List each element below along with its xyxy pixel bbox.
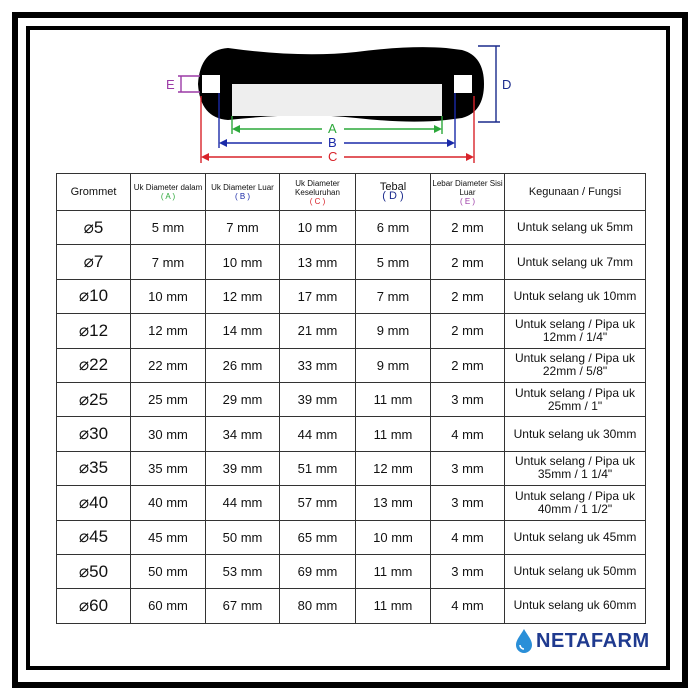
water-drop-icon [514,628,534,654]
grommet-inner-hole [232,84,442,116]
cell-c: 65 mm [280,520,356,554]
cell-a: 5 mm [131,211,206,245]
table-row [57,348,646,382]
cell-b: 12 mm [206,279,280,313]
cell-grommet-size: ⌀35 [57,451,131,485]
cell-grommet-size: ⌀5 [57,211,131,245]
cell-d: 6 mm [356,211,431,245]
cell-grommet-size: ⌀50 [57,554,131,588]
cell-b: 29 mm [206,382,280,416]
cell-a: 10 mm [131,279,206,313]
cell-b: 34 mm [206,417,280,451]
cell-c: 44 mm [280,417,356,451]
cell-usage: Untuk selang / Pipa uk 40mm / 1 1/2" [505,486,646,520]
cell-e: 4 mm [431,520,505,554]
cell-usage: Untuk selang uk 50mm [505,554,646,588]
cell-c: 10 mm [280,211,356,245]
cell-d: 12 mm [356,451,431,485]
cell-usage: Untuk selang / Pipa uk 35mm / 1 1/4" [505,451,646,485]
table-row [57,245,646,279]
header-grommet: Grommet [57,174,131,211]
cell-usage: Untuk selang uk 30mm [505,417,646,451]
header-inner-diameter: Uk Diameter dalam ( A ) [131,174,206,211]
dim-b-label: B [328,135,337,150]
dim-b-arrow-left [219,139,227,147]
cell-grommet-size: ⌀40 [57,486,131,520]
cell-a: 7 mm [131,245,206,279]
cell-c: 69 mm [280,554,356,588]
cell-c: 17 mm [280,279,356,313]
table-row [57,279,646,313]
cell-a: 45 mm [131,520,206,554]
table-row [57,589,646,623]
dim-e-label: E [166,77,175,92]
cell-a: 50 mm [131,554,206,588]
cell-grommet-size: ⌀12 [57,314,131,348]
cell-b: 10 mm [206,245,280,279]
cell-grommet-size: ⌀7 [57,245,131,279]
cell-grommet-size: ⌀60 [57,589,131,623]
cell-d: 5 mm [356,245,431,279]
cell-b: 14 mm [206,314,280,348]
cell-c: 39 mm [280,382,356,416]
table-row [57,314,646,348]
cell-b: 7 mm [206,211,280,245]
cell-e: 3 mm [431,554,505,588]
cell-grommet-size: ⌀10 [57,279,131,313]
cell-e: 2 mm [431,211,505,245]
cell-usage: Untuk selang / Pipa uk 22mm / 5/8" [505,348,646,382]
cell-a: 12 mm [131,314,206,348]
cell-e: 3 mm [431,382,505,416]
table-row [57,486,646,520]
dim-d-label: D [502,77,512,92]
dim-a-label: A [328,121,337,136]
cell-d: 11 mm [356,382,431,416]
header-outer-diameter: Uk Diameter Luar ( B ) [206,174,280,211]
cell-d: 9 mm [356,314,431,348]
cell-e: 3 mm [431,451,505,485]
cell-c: 33 mm [280,348,356,382]
cell-a: 22 mm [131,348,206,382]
cell-a: 25 mm [131,382,206,416]
cell-e: 2 mm [431,279,505,313]
table-row [57,417,646,451]
cell-grommet-size: ⌀45 [57,520,131,554]
dim-c-label: C [328,149,338,164]
table-row [57,382,646,416]
cell-d: 13 mm [356,486,431,520]
cell-b: 50 mm [206,520,280,554]
dim-b-arrow-right [447,139,455,147]
cell-e: 4 mm [431,589,505,623]
cell-e: 4 mm [431,417,505,451]
cell-usage: Untuk selang uk 10mm [505,279,646,313]
cell-d: 11 mm [356,589,431,623]
header-thickness: Tebal ( D ) [356,174,431,211]
cell-usage: Untuk selang uk 60mm [505,589,646,623]
cell-c: 51 mm [280,451,356,485]
cell-d: 7 mm [356,279,431,313]
table-row [57,520,646,554]
cell-c: 21 mm [280,314,356,348]
cell-d: 10 mm [356,520,431,554]
cell-b: 53 mm [206,554,280,588]
cell-d: 11 mm [356,554,431,588]
netafarm-logo [514,627,659,655]
table-row [57,211,646,245]
cell-b: 44 mm [206,486,280,520]
dim-c-arrow-right [466,153,474,161]
cell-b: 39 mm [206,451,280,485]
cell-e: 2 mm [431,245,505,279]
cell-a: 40 mm [131,486,206,520]
cell-a: 30 mm [131,417,206,451]
header-overall-diameter: Uk Diameter Keseluruhan ( C ) [280,174,356,211]
header-outer-edge-width: Lebar Diameter Sisi Luar ( E ) [431,174,505,211]
dim-c-arrow-left [201,153,209,161]
dim-a-arrow-right [434,125,442,133]
cell-c: 13 mm [280,245,356,279]
cell-c: 57 mm [280,486,356,520]
dim-a-arrow-left [232,125,240,133]
cell-e: 2 mm [431,348,505,382]
logo-wordmark: NETAFARM [536,629,650,652]
cell-usage: Untuk selang / Pipa uk 25mm / 1" [505,382,646,416]
cell-e: 2 mm [431,314,505,348]
cell-c: 80 mm [280,589,356,623]
table-row [57,554,646,588]
cell-b: 67 mm [206,589,280,623]
table-row [57,451,646,485]
cell-usage: Untuk selang uk 7mm [505,245,646,279]
cell-d: 11 mm [356,417,431,451]
cell-d: 9 mm [356,348,431,382]
grommet-notch-right [454,75,472,93]
table-header-row [57,174,646,211]
cell-a: 60 mm [131,589,206,623]
cell-usage: Untuk selang / Pipa uk 12mm / 1/4" [505,314,646,348]
cell-grommet-size: ⌀22 [57,348,131,382]
cell-grommet-size: ⌀30 [57,417,131,451]
header-usage: Kegunaan / Fungsi [505,174,646,211]
cell-e: 3 mm [431,486,505,520]
grommet-notch-left [202,75,220,93]
cell-a: 35 mm [131,451,206,485]
cell-usage: Untuk selang uk 45mm [505,520,646,554]
cell-usage: Untuk selang uk 5mm [505,211,646,245]
cell-b: 26 mm [206,348,280,382]
grommet-spec-table [56,173,646,624]
cell-grommet-size: ⌀25 [57,382,131,416]
